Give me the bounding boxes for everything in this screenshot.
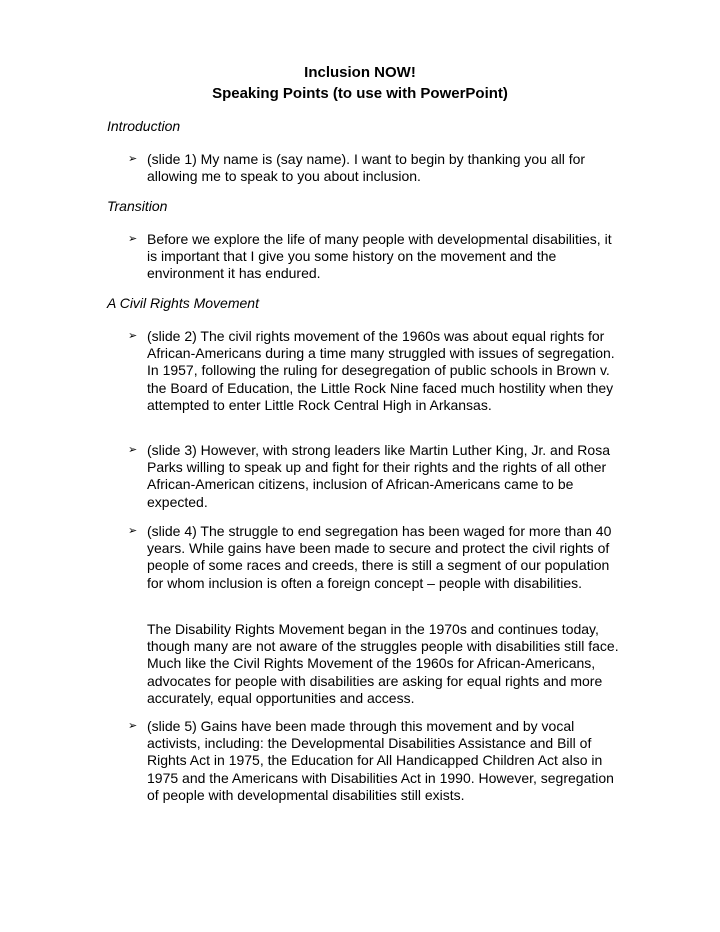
speaking-point-slide-4: (slide 4) The struggle to end segregation has been waged for more than 40 years. While gains have been made to secure and protect the civil rights of people of some races and creeds, there is still a segment of our population for whom inclusion is often a foreign concept – people with disabilities. <box>147 523 612 591</box>
bullet-arrow-icon: ➢ <box>128 233 138 245</box>
section-heading-transition: Transition <box>107 198 168 214</box>
speaking-point-slide-4-continuation: The Disability Rights Movement began in the 1970s and continues today, though many are not aware of the struggles people with disabilities still face. Much like the Civil Rights Movement of the 1960s for African-Americans, advocates for people with disabilities are asking for equal rights and more accurately, equal opportunities and access. <box>147 621 619 706</box>
speaking-point-transition: Before we explore the life of many people with developmental disabilities, it is important that I give you some history on the movement and the environment it has endured. <box>147 231 612 282</box>
bullet-arrow-icon: ➢ <box>128 444 138 456</box>
document-subtitle: Speaking Points (to use with PowerPoint) <box>212 85 508 102</box>
section-heading-civil-rights-movement: A Civil Rights Movement <box>107 295 259 311</box>
bullet-arrow-icon: ➢ <box>128 330 138 342</box>
speaking-point-slide-1: (slide 1) My name is (say name). I want to begin by thanking you all for allowing me to speak to you about inclusion. <box>147 151 586 185</box>
speaking-point-slide-3: (slide 3) However, with strong leaders like Martin Luther King, Jr. and Rosa Parks willing to speak up and fight for their rights and the rights of all other African-American citizens, inclusion of African-Americans came to be expected. <box>147 442 610 510</box>
document-title: Inclusion NOW! <box>304 64 416 81</box>
bullet-arrow-icon: ➢ <box>128 720 138 732</box>
speaking-point-slide-5: (slide 5) Gains have been made through this movement and by vocal activists, including: the Developmental Disabilities Assistance and Bill of Rights Act in 1975, the Education for All Handicapped Children Act also in 1975 and the Americans with Disabilities Act in 1990. However, segregation of people with developmental disabilities still exists. <box>147 718 614 803</box>
section-heading-introduction: Introduction <box>107 118 181 134</box>
bullet-arrow-icon: ➢ <box>128 525 138 537</box>
bullet-arrow-icon: ➢ <box>128 153 138 165</box>
speaking-point-slide-2: (slide 2) The civil rights movement of the 1960s was about equal rights for African-Americans during a time many struggled with issues of segregation. In 1957, following the ruling for desegregation of public schools in Brown v. the Board of Education, the Little Rock Nine faced much hostility when they attempted to enter Little Rock Central High in Arkansas. <box>147 328 615 413</box>
